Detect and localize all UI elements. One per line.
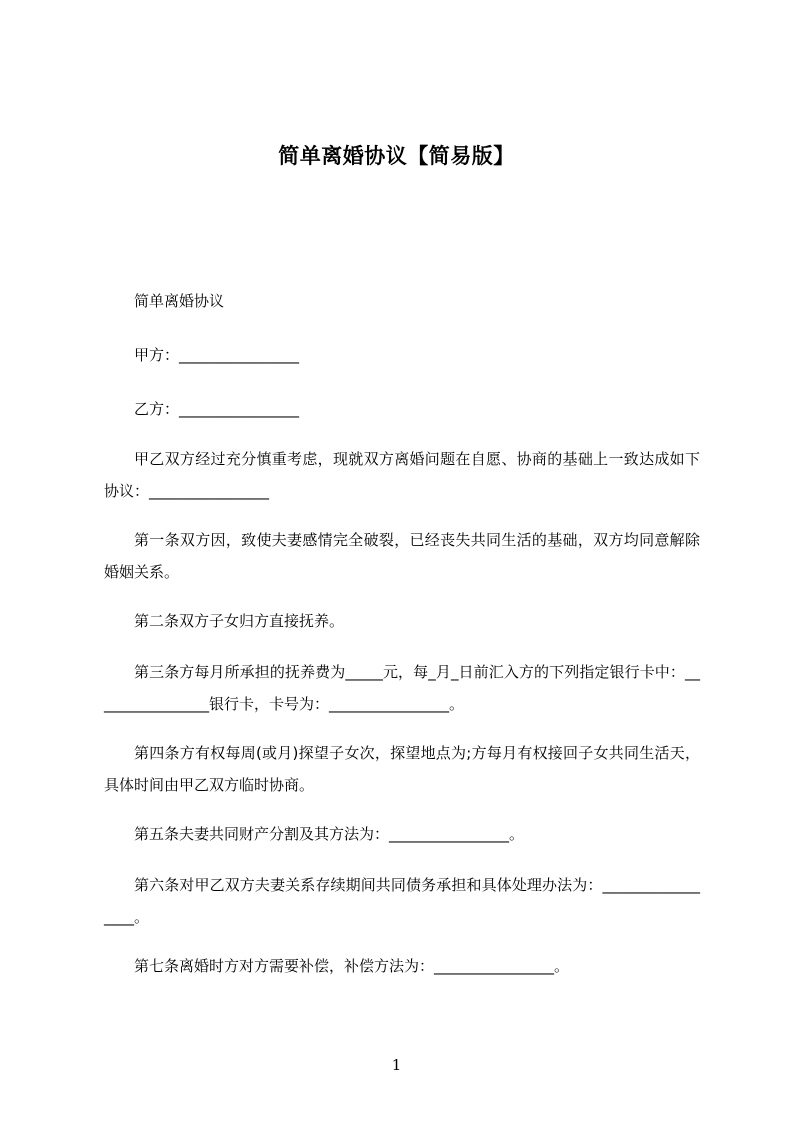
article-3-paragraph: 第三条方每月所承担的抚养费为_____元，每_月_日前汇入方的下列指定银行卡中：________________银行卡，卡号为：________________。 [104, 663, 700, 713]
article-6-paragraph: 第六条对甲乙双方夫妻关系存续期间共同债务承担和具体处理办法为：_________________。 [104, 876, 700, 926]
party-a-line: 甲方：________________ [134, 346, 300, 364]
article-4-paragraph: 第四条方有权每周(或月)探望子女次，探望地点为;方每月有权接回子女共同生活天，具体时间由甲乙双方临时协商。 [104, 744, 700, 794]
article-2-paragraph: 第二条双方子女归方直接抚养。 [134, 612, 345, 630]
article-7-paragraph: 第七条离婚时方对方需要补偿，补偿方法为：________________。 [134, 957, 570, 975]
agreement-heading: 简单离婚协议 [134, 292, 225, 310]
preamble-paragraph: 甲乙双方经过充分慎重考虑，现就双方离婚问题在自愿、协商的基础上一致达成如下协议：________________ [104, 450, 700, 500]
party-b-line: 乙方：________________ [134, 400, 300, 418]
page-number: 1 [391, 1056, 402, 1074]
article-1-paragraph: 第一条双方因，致使夫妻感情完全破裂，已经丧失共同生活的基础，双方均同意解除婚姻关系。 [104, 531, 700, 581]
page-title: 简单离婚协议【简易版】 [278, 144, 515, 168]
article-5-paragraph: 第五条夫妻共同财产分割及其方法为：________________。 [134, 825, 525, 843]
